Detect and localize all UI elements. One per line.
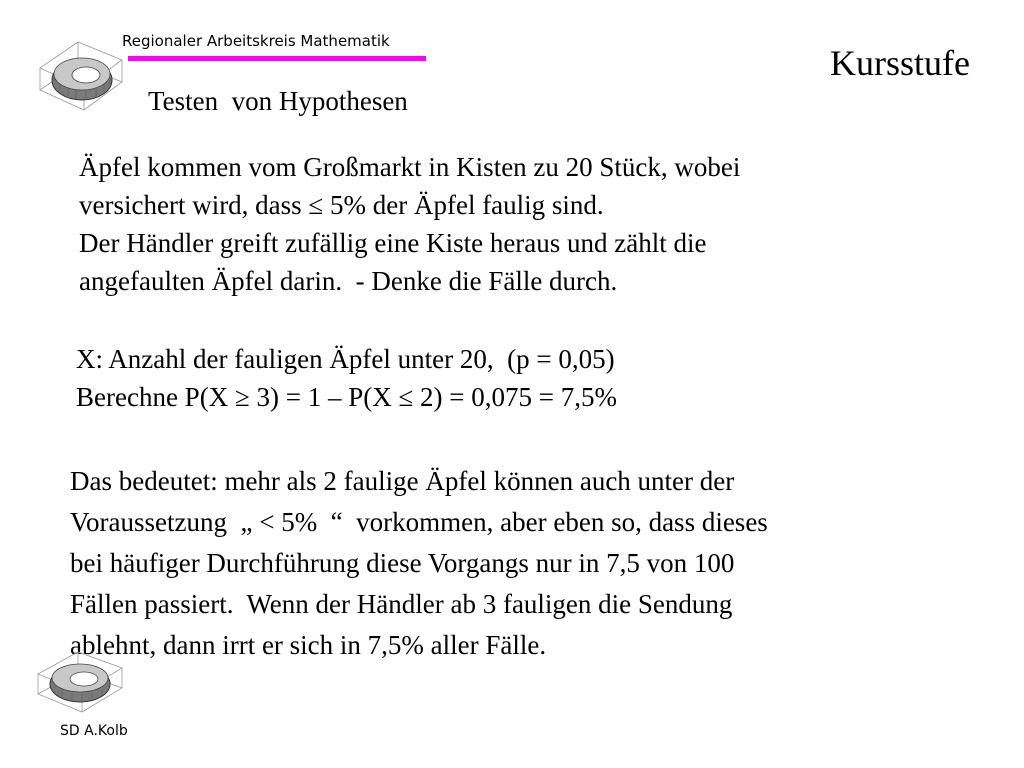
author-footer: SD A.Kolb xyxy=(60,723,128,739)
conclusion-line: Das bedeutet: mehr als 2 faulige Äpfel können auch unter der xyxy=(70,466,735,496)
torus-logo-bottom xyxy=(30,644,130,724)
problem-line: Der Händler greift zufällig eine Kiste heraus und zählt die xyxy=(79,228,707,258)
conclusion-line: Fällen passiert. Wenn der Händler ab 3 fauligen die Sendung xyxy=(70,589,733,619)
organization-name: Regionaler Arbeitskreis Mathematik xyxy=(122,32,390,50)
course-title: Kursstufe xyxy=(830,43,970,83)
conclusion-line: Voraussetzung „ < 5% “ vorkommen, aber eben so, dass dieses xyxy=(70,507,768,537)
problem-line: versichert wird, dass ≤ 5% der Äpfel faulig sind. xyxy=(79,190,604,220)
conclusion-line: ablehnt, dann irrt er sich in 7,5% aller Fälle. xyxy=(70,630,547,660)
torus-logo-top xyxy=(30,30,130,130)
header-accent-bar xyxy=(128,56,426,61)
conclusion-line: bei häufiger Durchführung diese Vorgangs nur in 7,5 von 100 xyxy=(70,548,735,578)
problem-line: Äpfel kommen vom Großmarkt in Kisten zu 20 Stück, wobei xyxy=(79,152,741,182)
problem-line: angefaulten Äpfel darin. - Denke die Fälle durch. xyxy=(79,266,618,296)
problem-paragraph xyxy=(79,148,740,300)
topic-title: Testen von Hypothesen xyxy=(148,86,408,116)
conclusion-paragraph xyxy=(70,461,768,666)
calculation-paragraph xyxy=(76,340,617,416)
calculation-line: X: Anzahl der fauligen Äpfel unter 20, (p = 0,05) xyxy=(76,344,615,374)
calculation-line: Berechne P(X ≥ 3) = 1 – P(X ≤ 2) = 0,075 = 7,5% xyxy=(76,382,617,412)
